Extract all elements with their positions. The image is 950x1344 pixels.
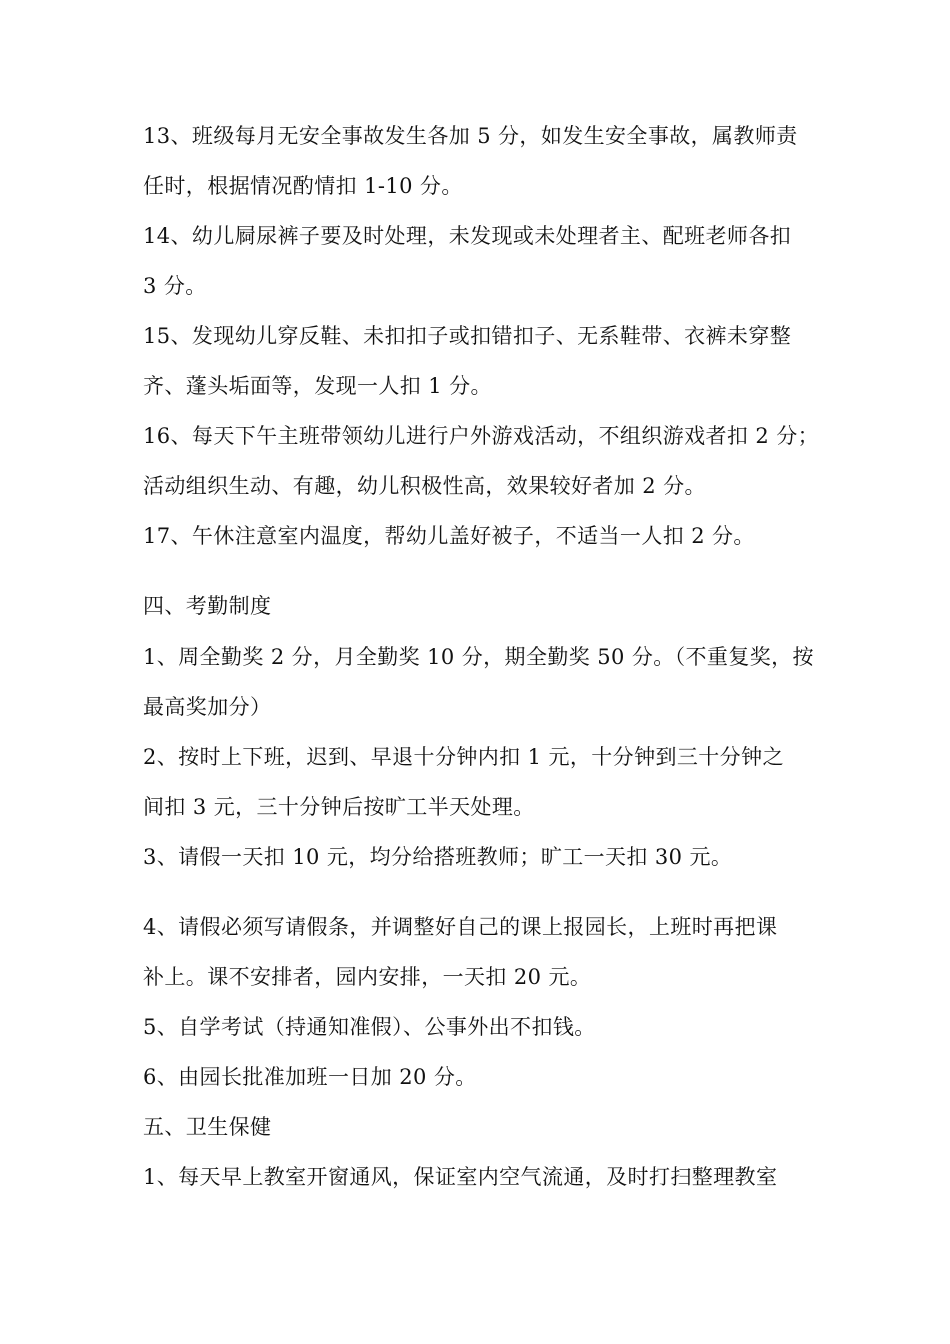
text-line: 16、每天下午主班带领幼儿进行户外游戏活动，不组织游戏者扣 2 分；: [143, 424, 820, 448]
text-line: 最高奖加分）: [143, 695, 272, 719]
text-line: 2、按时上下班，迟到、早退十分钟内扣 1 元，十分钟到三十分钟之: [143, 745, 784, 769]
text-line: 齐、蓬头垢面等，发现一人扣 1 分。: [143, 374, 492, 398]
text-line: 5、自学考试（持通知准假）、公事外出不扣钱。: [143, 1015, 596, 1039]
text-line: 13、班级每月无安全事故发生各加 5 分，如发生安全事故，属教师责: [143, 124, 798, 148]
text-line: 活动组织生动、有趣，幼儿积极性高，效果较好者加 2 分。: [143, 474, 706, 498]
section-heading: 五、卫生保健: [143, 1115, 272, 1139]
section-heading: 四、考勤制度: [143, 594, 272, 618]
text-line: 3 分。: [143, 274, 207, 298]
text-line: 4、请假必须写请假条，并调整好自己的课上报园长，上班时再把课: [143, 915, 778, 939]
text-line: 6、由园长批准加班一日加 20 分。: [143, 1065, 477, 1089]
text-line: 补上。课不安排者，园内安排，一天扣 20 元。: [143, 965, 592, 989]
text-line: 1、每天早上教室开窗通风，保证室内空气流通，及时打扫整理教室: [143, 1165, 778, 1189]
text-line: 15、发现幼儿穿反鞋、未扣扣子或扣错扣子、无系鞋带、衣裤未穿整: [143, 324, 792, 348]
text-line: 间扣 3 元，三十分钟后按旷工半天处理。: [143, 795, 535, 819]
text-line: 1、周全勤奖 2 分，月全勤奖 10 分，期全勤奖 50 分。（不重复奖，按: [143, 645, 814, 669]
text-line: 17、午休注意室内温度，帮幼儿盖好被子，不适当一人扣 2 分。: [143, 524, 755, 548]
text-line: 3、请假一天扣 10 元，均分给搭班教师；旷工一天扣 30 元。: [143, 845, 733, 869]
text-line: 14、幼儿屙尿裤子要及时处理，未发现或未处理者主、配班老师各扣: [143, 224, 792, 248]
text-line: 任时，根据情况酌情扣 1-10 分。: [143, 174, 463, 198]
